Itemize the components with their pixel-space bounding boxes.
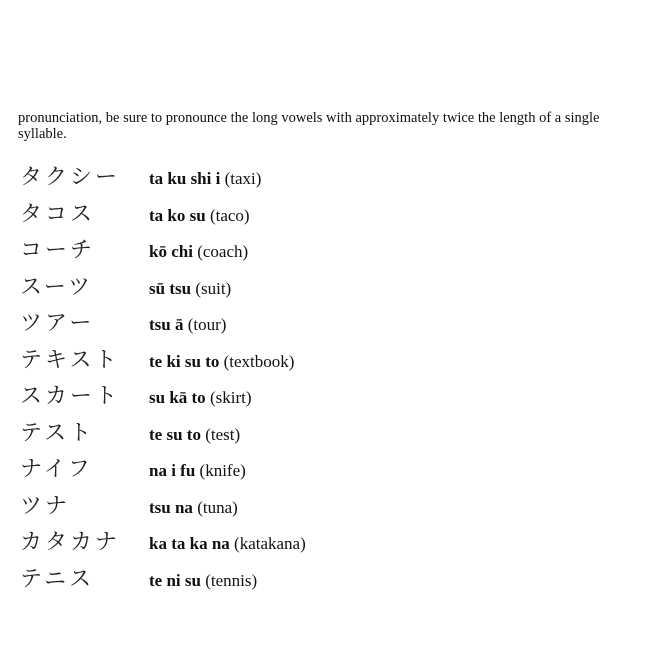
katakana-word: スーツ (20, 274, 94, 300)
romaji-syllables: te ni su (149, 570, 201, 590)
romaji-reading (149, 279, 231, 299)
katakana-word: テスト (20, 420, 95, 446)
romaji-syllables: kō chi (149, 242, 193, 261)
romaji-reading (149, 206, 250, 226)
romaji-reading (149, 352, 294, 372)
romaji-reading (149, 461, 246, 481)
romaji-syllables: na i fu (149, 461, 196, 480)
romaji-syllables: ta ku shi i (149, 169, 221, 188)
katakana-word: スカート (20, 384, 121, 409)
romaji-reading (149, 571, 257, 591)
romaji-syllables: ka ta ka na (149, 534, 230, 553)
english-meaning: (textbook) (223, 351, 295, 371)
english-meaning: (suit) (195, 278, 232, 298)
english-meaning: (tennis) (205, 570, 258, 590)
intro-paragraph: pronunciation, be sure to pronounce the long vowels with approximately twice the length of a single syllable. (18, 109, 600, 142)
romaji-syllables: tsu ā (149, 315, 184, 334)
romaji-reading (149, 315, 226, 335)
vocab-row (20, 197, 306, 234)
romaji-reading (149, 242, 248, 262)
katakana-word: ツナ (20, 493, 71, 519)
vocab-row (20, 525, 306, 562)
katakana-word: ツアー (20, 311, 95, 336)
romaji-reading (149, 425, 240, 445)
english-meaning: (taco) (209, 205, 250, 225)
vocab-row (20, 489, 306, 526)
katakana-word: テニス (20, 566, 95, 592)
english-meaning: (test) (205, 424, 241, 444)
vocab-row (20, 452, 306, 489)
katakana-word: タコス (20, 201, 96, 227)
katakana-word: コーチ (20, 238, 96, 263)
vocab-row (20, 343, 306, 380)
english-meaning: (taxi) (224, 169, 262, 188)
vocab-row (20, 306, 306, 343)
vocab-list (20, 160, 306, 598)
english-meaning: (skirt) (209, 388, 252, 407)
vocab-row (20, 233, 306, 270)
english-meaning: (knife) (199, 461, 246, 480)
katakana-word: テキスト (20, 347, 120, 373)
romaji-reading (149, 534, 306, 554)
vocab-row (20, 562, 306, 599)
vocab-row (20, 416, 306, 453)
romaji-reading (149, 388, 251, 408)
romaji-reading (149, 169, 261, 189)
romaji-reading (149, 498, 238, 518)
romaji-syllables: te ki su to (149, 351, 220, 371)
english-meaning: (tour) (187, 315, 227, 334)
english-meaning: (katakana) (234, 534, 306, 553)
romaji-syllables: sū tsu (149, 278, 192, 298)
katakana-word: ナイフ (20, 457, 93, 482)
katakana-word: カタカナ (20, 530, 121, 555)
romaji-syllables: ta ko su (149, 205, 206, 225)
romaji-syllables: su kā to (149, 388, 206, 407)
english-meaning: (coach) (197, 242, 249, 261)
romaji-syllables: tsu na (149, 497, 193, 517)
katakana-word: タクシー (20, 165, 121, 190)
vocab-row (20, 270, 306, 307)
romaji-syllables: te su to (149, 424, 201, 444)
vocab-row (20, 160, 306, 197)
english-meaning: (tuna) (197, 497, 238, 517)
vocab-row (20, 379, 306, 416)
